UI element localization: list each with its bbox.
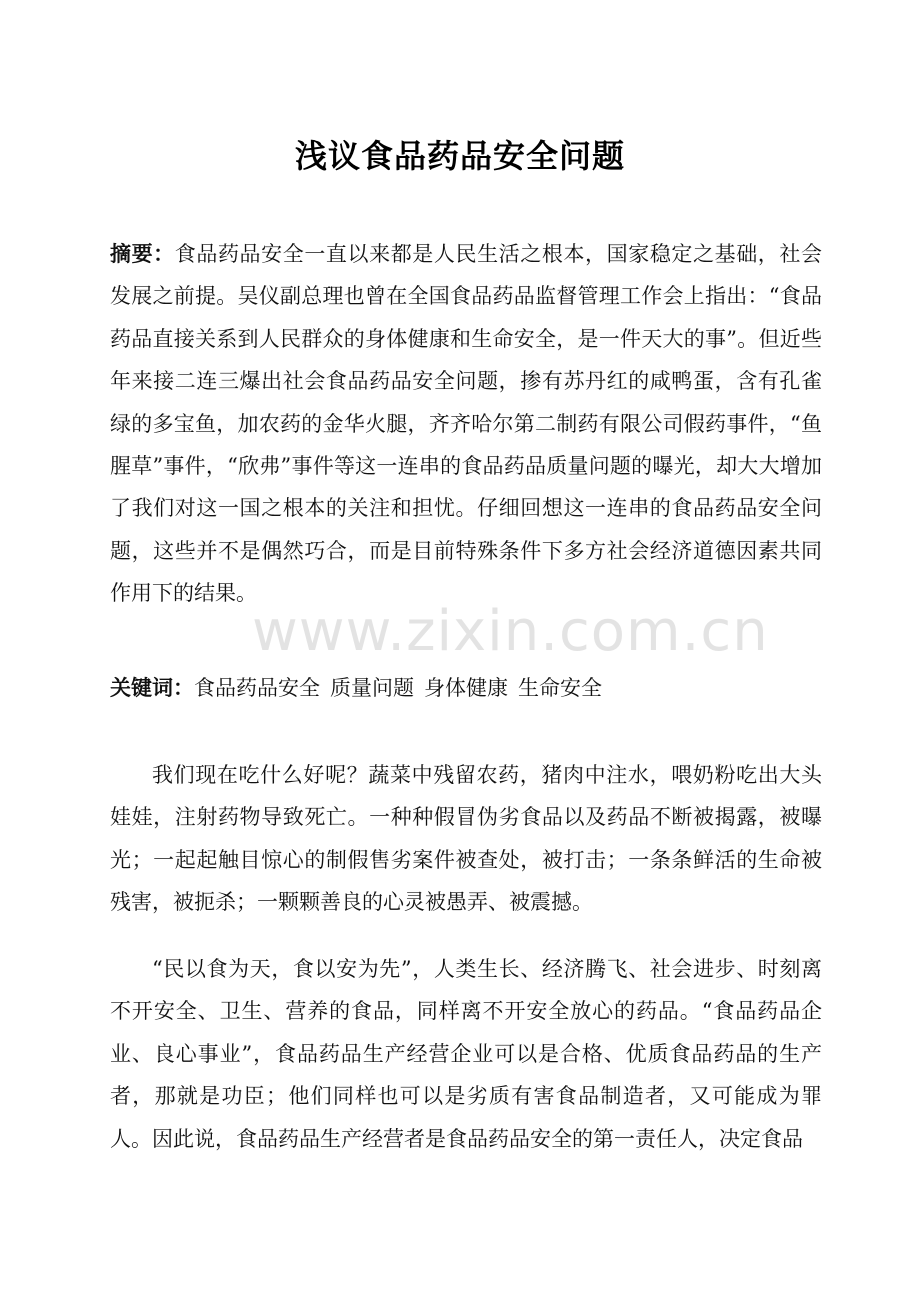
keyword: 生命安全 <box>518 676 602 700</box>
document-title: 浅议食品药品安全问题 <box>294 137 625 175</box>
body-paragraph-2: “民以食为天，食以安为先”，人类生长、经济腾飞、社会进步、时刻离不开安全、卫生、营养的食品，同样离不开安全放心的药品。“食品药品企业、良心事业”，食品药品生产经营企业可以是合格、优质食品药品的生产者，那就是功臣；他们同样也可以是劣质有害食品制造者，又可能成为罪人。因此说，食品药品生产经营者是食品药品安全的第一责任人，决定食品 <box>110 957 822 1151</box>
keyword: 食品药品安全 <box>194 676 320 700</box>
abstract-label: 摘要： <box>110 242 175 266</box>
keywords-line <box>110 667 822 709</box>
abstract-text: 食品药品安全一直以来都是人民生活之根本，国家稳定之基础，社会发展之前提。吴仪副总理也曾在全国食品药品监督管理工作会上指出：“食品药品直接关系到人民群众的身体健康和生命安全，是一件天大的事”。但近些年来接二连三爆出社会食品药品安全问题，掺有苏丹红的咸鸭蛋，含有孔雀绿的多宝鱼，加农药的金华火腿，齐齐哈尔第二制药有限公司假药事件，“鱼腥草”事件，“欣弗”事件等这一连串的食品药品质量问题的曝光，却大大增加了我们对这一国之根本的关注和担忧。仔细回想这一连串的食品药品安全问题，这些并不是偶然巧合，而是目前特殊条件下多方社会经济道德因素共同作用下的结果。 <box>110 242 822 606</box>
watermark: www.zixin.com.cn <box>252 599 769 664</box>
keyword: 质量问题 <box>330 676 414 700</box>
body-paragraph-1: 我们现在吃什么好呢？蔬菜中残留农药，猪肉中注水，喂奶粉吃出大头娃娃，注射药物导致死亡。一种种假冒伪劣食品以及药品不断被揭露，被曝光；一起起触目惊心的制假售劣案件被查处，被打击；一条条鲜活的生命被残害，被扼杀；一颗颗善良的心灵被愚弄、被震撼。 <box>110 763 822 915</box>
keyword: 身体健康 <box>424 676 508 700</box>
keywords-label: 关键词： <box>110 676 194 700</box>
abstract-paragraph <box>110 233 822 615</box>
